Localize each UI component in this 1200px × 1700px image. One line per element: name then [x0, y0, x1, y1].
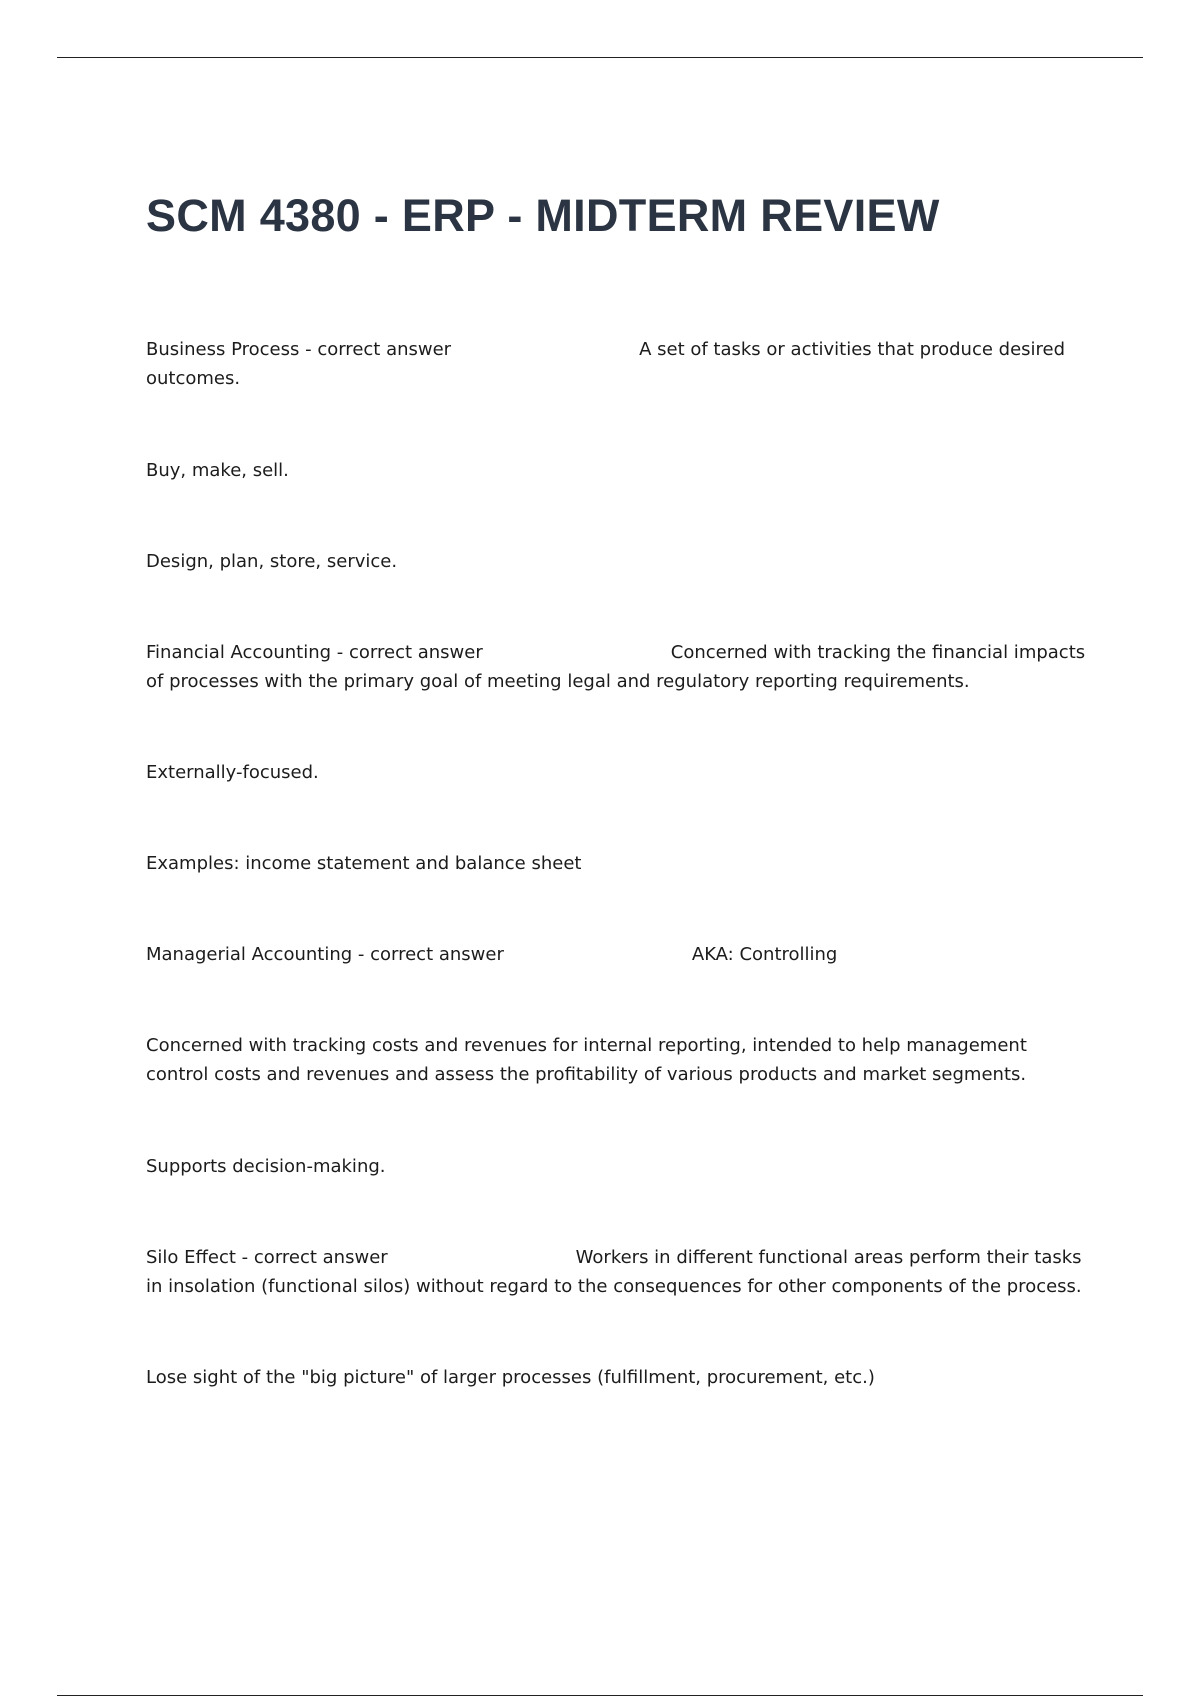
document-title: SCM 4380 - ERP - MIDTERM REVIEW	[146, 190, 940, 241]
entry-definition: A set of tasks or activities that produce desired outcomes.	[146, 339, 1066, 389]
entry-definition: Workers in different functional areas perform their tasks in insolation (functional silos) without regard to the consequences for other components of the process.	[146, 1247, 1082, 1297]
qa-entry	[146, 1243, 1086, 1301]
entry-text: Externally-focused.	[146, 762, 319, 783]
entry-text: Design, plan, store, service.	[146, 551, 398, 572]
qa-entry	[146, 638, 1086, 696]
footer-rule	[57, 1695, 1143, 1696]
entry-text: Buy, make, sell.	[146, 460, 289, 481]
entry-term: Silo Effect - correct answer	[146, 1247, 388, 1268]
header-rule	[57, 57, 1143, 58]
entry-text: Concerned with tracking costs and revenues for internal reporting, intended to help management control costs and revenues and assess the profitability of various products and market segments.	[146, 1035, 1027, 1085]
qa-entry	[146, 335, 1086, 393]
entry-definition: Concerned with tracking the financial impacts of processes with the primary goal of meeting legal and regulatory reporting requirements.	[146, 642, 1086, 692]
entry-term: Business Process - correct answer	[146, 339, 452, 360]
entry-text: Lose sight of the "big picture" of larger processes (fulfillment, procurement, etc.)	[146, 1367, 875, 1388]
entry-text: Examples: income statement and balance sheet	[146, 853, 582, 874]
entry-text: Supports decision-making.	[146, 1156, 386, 1177]
entry-definition: AKA: Controlling	[691, 944, 838, 965]
qa-entry	[146, 940, 1086, 969]
entry-term: Financial Accounting - correct answer	[146, 642, 483, 663]
entry-term: Managerial Accounting - correct answer	[146, 944, 504, 965]
